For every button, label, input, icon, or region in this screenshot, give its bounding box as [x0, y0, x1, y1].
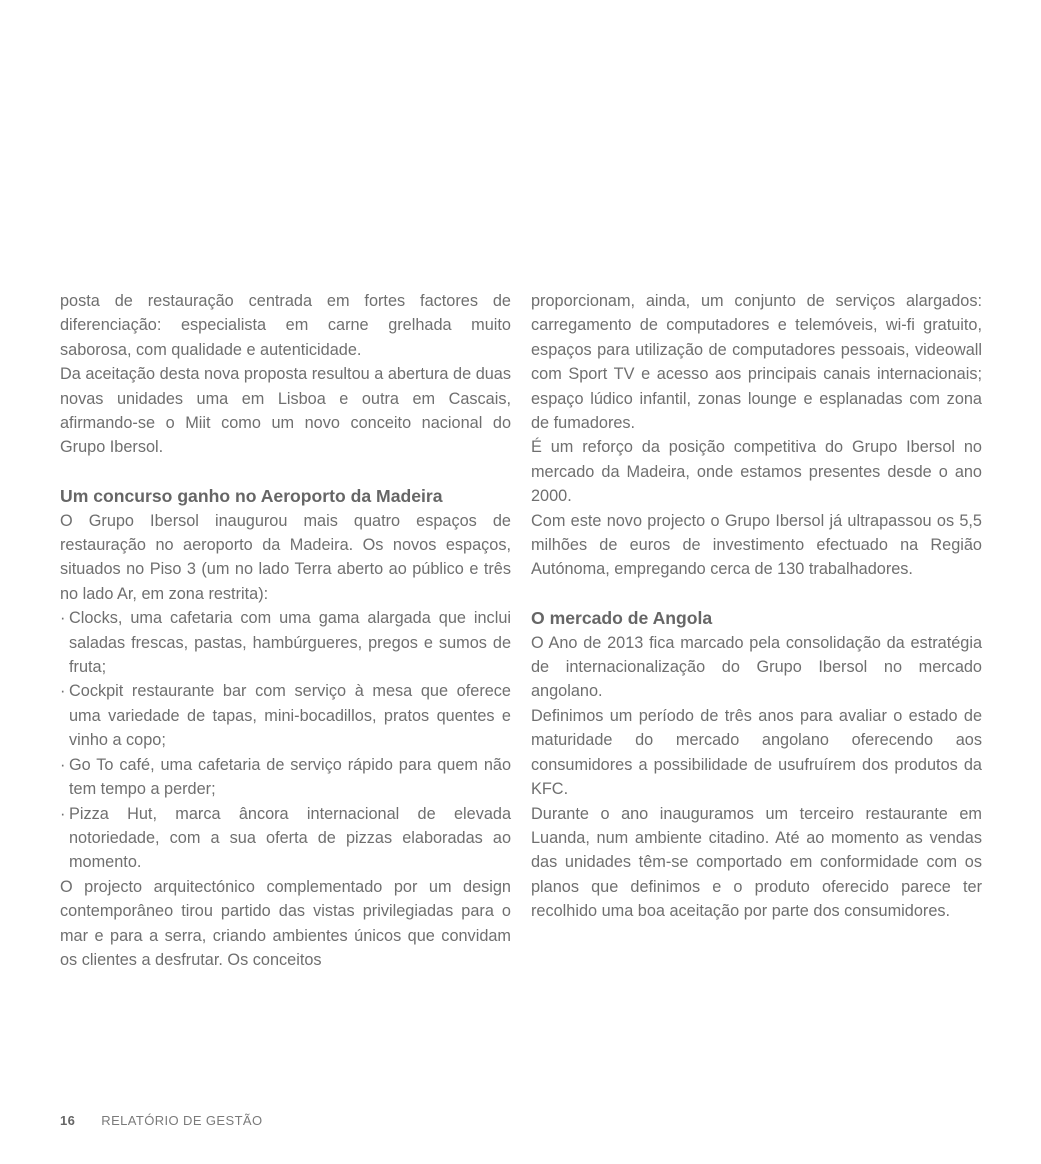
paragraph: proporcionam, ainda, um conjunto de serviços alargados: carregamento de computadores e telemóveis, wi-fi gratuito, espaços para utilização de computadores pessoais, videowall com Sport TV e acesso aos principais canais internacionais; espaço lúdico infantil, zonas lounge e esplanadas com zona de fumadores.	[531, 292, 982, 433]
bullet-marker: ·	[60, 804, 66, 823]
section-heading-angola: O mercado de Angola	[531, 608, 713, 629]
footer-section-title: RELATÓRIO DE GESTÃO	[101, 1113, 263, 1128]
bullet-marker: ·	[60, 682, 66, 701]
list-item-text: Clocks, uma cafetaria com uma gama alargada que inclui saladas frescas, pastas, hambúrgueres, pregos e sumos de fruta;	[69, 609, 511, 677]
bullet-marker: ·	[60, 609, 66, 628]
paragraph: O Ano de 2013 fica marcado pela consolidação da estratégia de internacionalização do Grupo Ibersol no mercado angolano.	[531, 633, 982, 701]
list-item	[60, 606, 511, 679]
paragraph: posta de restauração centrada em fortes factores de diferenciação: especialista em carne grelhada muito saborosa, com qualidade e autenticidade.	[60, 292, 511, 359]
left-column	[60, 289, 511, 972]
list-item	[60, 679, 511, 752]
list-item-text: Pizza Hut, marca âncora internacional de elevada notoriedade, com a sua oferta de pizzas elaboradas ao momento.	[69, 804, 511, 872]
paragraph: Definimos um período de três anos para avaliar o estado de maturidade do mercado angolano oferecendo aos consumidores a possibilidade de usufruírem dos produtos da KFC.	[531, 706, 982, 799]
list-item	[60, 802, 511, 875]
spacer	[60, 460, 511, 484]
right-column	[531, 289, 982, 924]
page-footer	[60, 1112, 263, 1130]
page-number: 16	[60, 1113, 76, 1128]
paragraph: Durante o ano inauguramos um terceiro restaurante em Luanda, num ambiente citadino. Até ao momento as vendas das unidades têm-se comportado em conformidade com os planos que definimos e o produto oferecido parece ter recolhido uma boa aceitação por parte dos consumidores.	[531, 804, 982, 921]
bullet-marker: ·	[60, 755, 66, 774]
section-heading-madeira: Um concurso ganho no Aeroporto da Madeira	[60, 486, 443, 507]
list-item	[60, 753, 511, 802]
list-item-text: Cockpit restaurante bar com serviço à mesa que oferece uma variedade de tapas, mini-bocadillos, pratos quentes e vinho a copo;	[69, 682, 511, 750]
paragraph: Da aceitação desta nova proposta resultou a abertura de duas novas unidades uma em Lisboa e outra em Cascais, afirmando-se o Miit como um novo conceito nacional do Grupo Ibersol.	[60, 365, 511, 457]
paragraph: O projecto arquitectónico complementado por um design contemporâneo tirou partido das vistas privilegiadas para o mar e para a serra, criando ambientes únicos que convidam os clientes a desfrutar. Os conceitos	[60, 877, 511, 969]
paragraph: O Grupo Ibersol inaugurou mais quatro espaços de restauração no aeroporto da Madeira. Os novos espaços, situados no Piso 3 (um no lado Terra aberto ao público e três no lado Ar, em zona restrita):	[60, 511, 511, 603]
paragraph: É um reforço da posição competitiva do Grupo Ibersol no mercado da Madeira, onde estamos presentes desde o ano 2000.	[531, 438, 982, 506]
spacer	[531, 582, 982, 606]
list-item-text: Go To café, uma cafetaria de serviço rápido para quem não tem tempo a perder;	[69, 755, 511, 799]
bullet-list	[60, 606, 511, 874]
paragraph: Com este novo projecto o Grupo Ibersol já ultrapassou os 5,5 milhões de euros de investimento efectuado na Região Autónoma, empregando cerca de 130 trabalhadores.	[531, 511, 982, 579]
